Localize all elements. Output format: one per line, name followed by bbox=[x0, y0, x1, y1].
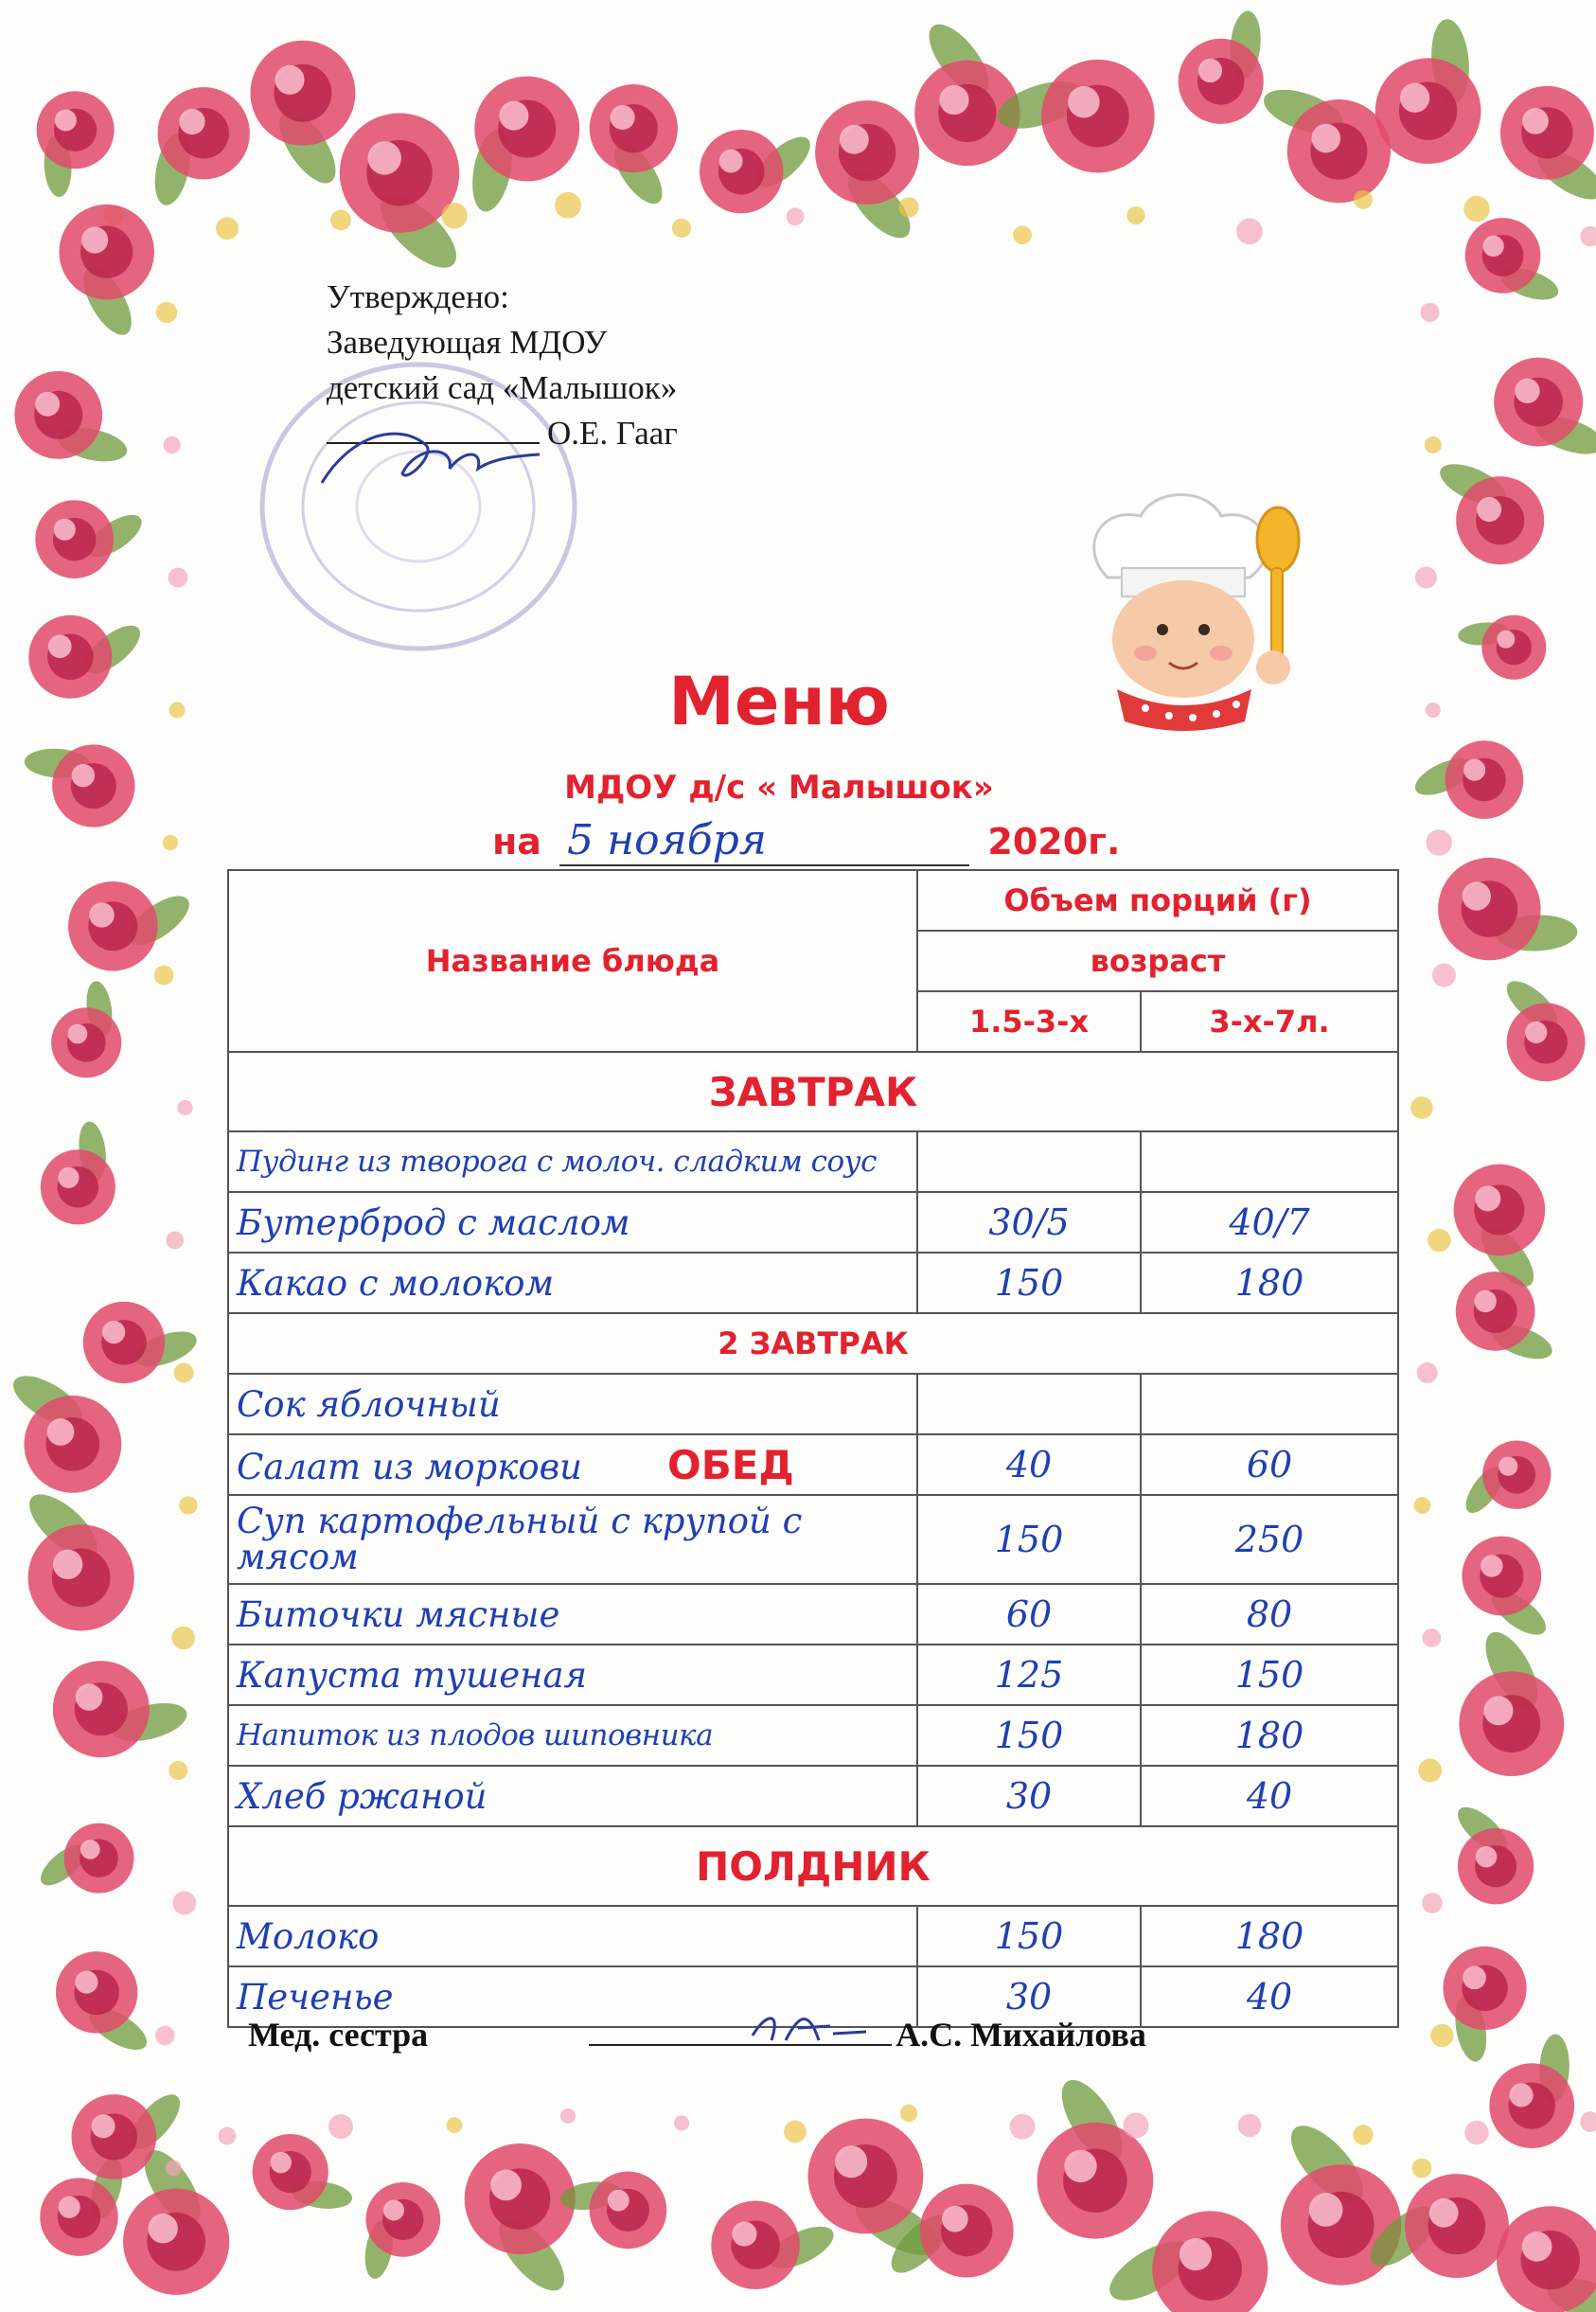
rose-decoration bbox=[1258, 81, 1391, 204]
dish-name-with-section bbox=[228, 1434, 917, 1495]
footer-role: Мед. сестра bbox=[248, 2016, 429, 2054]
rose-decoration bbox=[6, 1366, 121, 1493]
rose-decoration bbox=[1459, 1625, 1564, 1777]
blossom-decoration bbox=[216, 217, 239, 240]
blossom-decoration bbox=[1236, 219, 1263, 245]
dish-name: Молоко bbox=[228, 1906, 917, 1966]
qty-older bbox=[1141, 1131, 1398, 1192]
dish-name: Салат из моркови bbox=[237, 1446, 582, 1487]
blossom-decoration bbox=[1010, 2114, 1036, 2140]
blossom-decoration bbox=[219, 2127, 237, 2145]
rose-decoration bbox=[1494, 358, 1596, 462]
qty-young bbox=[917, 1131, 1141, 1192]
qty-older: 80 bbox=[1141, 1584, 1398, 1645]
rose-decoration bbox=[711, 2200, 840, 2289]
blossom-decoration bbox=[784, 2121, 807, 2143]
qty-older: 60 bbox=[1141, 1434, 1398, 1495]
blossom-decoration bbox=[1425, 436, 1442, 454]
rose-decoration bbox=[253, 2134, 354, 2212]
section-row-snack bbox=[228, 1826, 1398, 1906]
blossom-decoration bbox=[164, 436, 181, 454]
blossom-decoration bbox=[154, 966, 174, 986]
section-row-breakfast2 bbox=[228, 1313, 1398, 1374]
qty-older: 40/7 bbox=[1141, 1192, 1398, 1253]
blossom-decoration bbox=[1423, 1628, 1442, 1647]
blossom-decoration bbox=[900, 2105, 917, 2122]
col-header-age-1: 1.5-3-х bbox=[917, 991, 1141, 1052]
qty-young: 150 bbox=[917, 1906, 1141, 1966]
dish-name: Суп картофельный с крупой с мясом bbox=[228, 1495, 917, 1584]
blossom-decoration bbox=[171, 1627, 194, 1649]
qty-young: 30 bbox=[917, 1766, 1141, 1826]
blossom-decoration bbox=[1432, 963, 1456, 987]
blossom-decoration bbox=[1353, 2125, 1373, 2144]
qty-young bbox=[917, 1374, 1141, 1434]
rose-decoration bbox=[34, 1823, 133, 1894]
menu-title: Меню bbox=[668, 663, 890, 740]
approval-signer: О.Е. Гааг bbox=[547, 415, 678, 452]
menu-table-body bbox=[228, 870, 1398, 2027]
blossom-decoration bbox=[172, 1892, 196, 1915]
blossom-decoration bbox=[1412, 2159, 1432, 2179]
dish-name: Печенье bbox=[228, 1966, 917, 2027]
footer-signature bbox=[248, 2015, 1146, 2054]
rose-decoration bbox=[1497, 2206, 1596, 2312]
blossom-decoration bbox=[1238, 2114, 1261, 2137]
rose-decoration bbox=[700, 129, 818, 214]
blossom-decoration bbox=[1013, 225, 1032, 244]
table-row bbox=[228, 1495, 1398, 1584]
rose-decoration bbox=[56, 1951, 153, 2058]
blossom-decoration bbox=[174, 1363, 194, 1383]
dish-name: Какао с молоком bbox=[228, 1253, 917, 1313]
rose-decoration bbox=[1451, 1800, 1534, 1905]
rose-decoration bbox=[361, 2182, 440, 2281]
rose-decoration bbox=[1438, 858, 1578, 960]
blossom-decoration bbox=[1580, 226, 1596, 246]
blossom-decoration bbox=[1580, 2111, 1596, 2132]
col-header-volume: Объем порций (г) bbox=[917, 870, 1398, 931]
qty-young: 60 bbox=[917, 1584, 1141, 1645]
blossom-decoration bbox=[441, 203, 467, 228]
rose-decoration bbox=[250, 41, 355, 192]
qty-older: 40 bbox=[1141, 1766, 1398, 1826]
dish-name: Хлеб ржаной bbox=[228, 1766, 917, 1826]
table-row-lunch-heading bbox=[228, 1434, 1398, 1495]
blossom-decoration bbox=[1426, 829, 1452, 856]
section-breakfast: ЗАВТРАК bbox=[228, 1052, 1398, 1131]
table-row bbox=[228, 1705, 1398, 1766]
qty-young: 125 bbox=[917, 1645, 1141, 1705]
rose-decoration bbox=[59, 205, 153, 343]
table-row bbox=[228, 1766, 1398, 1826]
nurse-signature bbox=[743, 2007, 876, 2054]
blossom-decoration bbox=[166, 1232, 184, 1250]
blossom-decoration bbox=[447, 2117, 463, 2133]
blossom-decoration bbox=[1354, 190, 1373, 209]
approval-line-1: Утверждено: bbox=[327, 278, 509, 315]
rose-decoration bbox=[1037, 2071, 1153, 2238]
approval-line-2: Заведующая МДОУ bbox=[327, 324, 608, 361]
qty-young: 150 bbox=[917, 1495, 1141, 1584]
qty-older: 40 bbox=[1141, 1966, 1398, 2027]
dish-name: Напиток из плодов шиповника bbox=[228, 1705, 917, 1766]
rose-decoration bbox=[914, 15, 1020, 166]
date-prefix: на bbox=[492, 821, 541, 863]
blossom-decoration bbox=[328, 2114, 353, 2139]
blossom-decoration bbox=[177, 1100, 192, 1115]
col-header-age-2: 3-х-7л. bbox=[1141, 991, 1398, 1052]
blossom-decoration bbox=[1428, 1229, 1450, 1252]
blossom-decoration bbox=[898, 197, 918, 217]
rose-decoration bbox=[991, 60, 1154, 173]
table-row bbox=[228, 1253, 1398, 1313]
blossom-decoration bbox=[1463, 196, 1489, 222]
rose-decoration bbox=[1456, 1272, 1556, 1366]
rose-decoration bbox=[51, 980, 121, 1078]
qty-young: 30 bbox=[917, 1966, 1141, 2027]
rose-decoration bbox=[35, 500, 148, 578]
dish-name: Пудинг из творога с молоч. сладким соус bbox=[228, 1131, 917, 1192]
dish-name: Сок яблочный bbox=[228, 1374, 917, 1434]
blossom-decoration bbox=[1464, 2121, 1488, 2144]
rose-decoration bbox=[37, 91, 115, 197]
footer-name: А.С. Михайлова bbox=[896, 2016, 1146, 2054]
blossom-decoration bbox=[560, 2108, 576, 2124]
blossom-decoration bbox=[168, 568, 188, 588]
approval-line-3: детский сад «Малышок» bbox=[327, 369, 678, 406]
table-row bbox=[228, 1906, 1398, 1966]
blossom-decoration bbox=[1422, 1893, 1443, 1913]
rose-decoration bbox=[1444, 1947, 1527, 2064]
menu-subtitle: МДОУ д/с « Малышок» bbox=[564, 769, 994, 807]
qty-older: 150 bbox=[1141, 1645, 1398, 1705]
section-breakfast2: 2 ЗАВТРАК bbox=[228, 1313, 1398, 1374]
section-row-breakfast bbox=[228, 1052, 1398, 1131]
blossom-decoration bbox=[672, 219, 691, 238]
blossom-decoration bbox=[168, 1761, 187, 1780]
rose-decoration bbox=[41, 1120, 115, 1224]
date-handwritten: 5 ноября bbox=[559, 816, 969, 866]
blossom-decoration bbox=[156, 302, 177, 323]
qty-older: 180 bbox=[1141, 1906, 1398, 1966]
blossom-decoration bbox=[163, 835, 178, 850]
date-row bbox=[492, 816, 1120, 866]
table-row bbox=[228, 1131, 1398, 1192]
rose-decoration bbox=[53, 1661, 191, 1757]
blossom-decoration bbox=[1417, 1362, 1438, 1383]
blossom-decoration bbox=[166, 2160, 182, 2176]
blossom-decoration bbox=[555, 192, 581, 219]
rose-decoration bbox=[1434, 455, 1544, 564]
qty-young: 150 bbox=[917, 1705, 1141, 1766]
rose-decoration bbox=[465, 2143, 576, 2301]
rose-decoration bbox=[590, 84, 678, 211]
qty-young: 30/5 bbox=[917, 1192, 1141, 1253]
blossom-decoration bbox=[1418, 1759, 1442, 1783]
section-snack: ПОЛДНИК bbox=[228, 1826, 1398, 1906]
blossom-decoration bbox=[1420, 303, 1439, 322]
dish-name: Капуста тушеная bbox=[228, 1645, 917, 1705]
rose-decoration bbox=[1179, 9, 1264, 124]
dish-name: Бутерброд с маслом bbox=[228, 1192, 917, 1253]
blossom-decoration bbox=[1415, 566, 1437, 588]
blossom-decoration bbox=[1124, 2113, 1149, 2139]
qty-older: 180 bbox=[1141, 1705, 1398, 1766]
qty-young: 40 bbox=[917, 1434, 1141, 1495]
blossom-decoration bbox=[1410, 1096, 1433, 1119]
blossom-decoration bbox=[1430, 2024, 1453, 2047]
director-signature bbox=[312, 417, 559, 502]
rose-decoration bbox=[559, 2172, 666, 2250]
rose-decoration bbox=[1462, 1537, 1552, 1644]
qty-young: 150 bbox=[917, 1253, 1141, 1313]
rose-decoration bbox=[1489, 2034, 1574, 2148]
table-row bbox=[228, 1584, 1398, 1645]
rose-decoration bbox=[1500, 86, 1596, 209]
rose-decoration bbox=[815, 100, 920, 248]
blossom-decoration bbox=[179, 1496, 197, 1514]
rose-decoration bbox=[1375, 18, 1481, 165]
qty-older bbox=[1141, 1374, 1398, 1434]
rose-decoration bbox=[1459, 1441, 1551, 1520]
rose-decoration bbox=[1499, 973, 1586, 1081]
rose-decoration bbox=[340, 113, 468, 279]
rose-decoration bbox=[14, 371, 130, 467]
blossom-decoration bbox=[787, 207, 805, 225]
header-row-1 bbox=[228, 870, 1398, 931]
table-row bbox=[228, 1645, 1398, 1705]
table-row bbox=[228, 1374, 1398, 1434]
qty-older: 180 bbox=[1141, 1253, 1398, 1313]
col-header-age: возраст bbox=[917, 931, 1398, 991]
blossom-decoration bbox=[1414, 1497, 1431, 1514]
menu-table bbox=[227, 869, 1399, 2028]
date-year: 2020г. bbox=[987, 821, 1121, 863]
blossom-decoration bbox=[155, 2026, 175, 2046]
blossom-decoration bbox=[674, 2115, 689, 2130]
blossom-decoration bbox=[1126, 206, 1144, 224]
blossom-decoration bbox=[330, 209, 351, 230]
rose-decoration bbox=[1465, 218, 1562, 306]
table-row bbox=[228, 1192, 1398, 1253]
rose-decoration bbox=[149, 87, 249, 208]
rose-decoration bbox=[19, 1484, 133, 1630]
qty-older: 250 bbox=[1141, 1495, 1398, 1584]
section-lunch: ОБЕД bbox=[666, 1441, 794, 1488]
dish-name: Биточки мясные bbox=[228, 1584, 917, 1645]
col-header-name: Название блюда bbox=[228, 870, 917, 1052]
rose-decoration bbox=[68, 881, 197, 971]
